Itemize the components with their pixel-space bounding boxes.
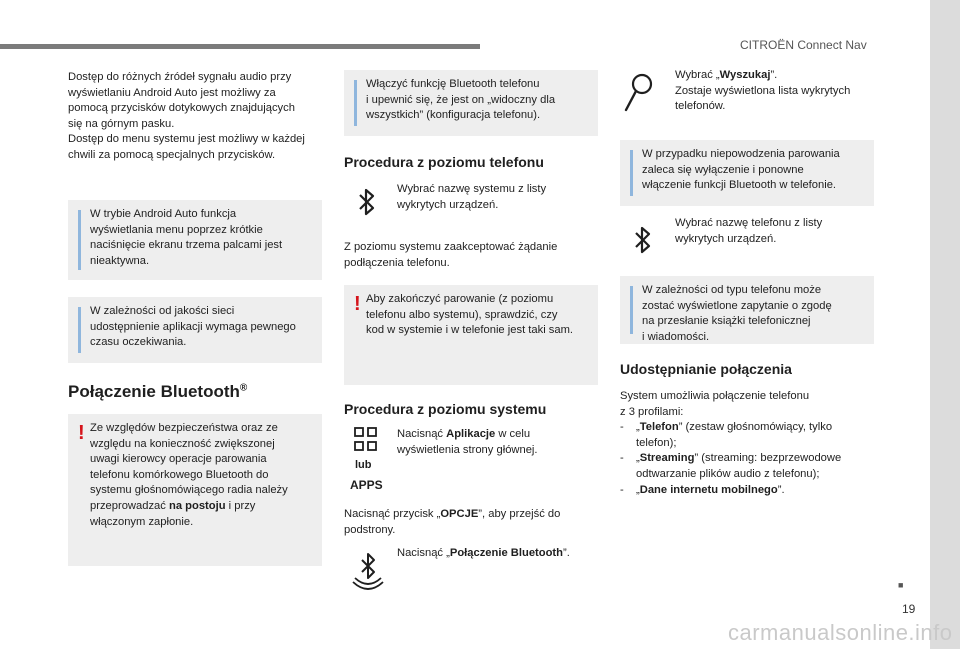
heading-connection-sharing: Udostępnianie połączenia (620, 361, 792, 377)
info-box-android-auto: W trybie Android Auto funkcja wyświetlania menu poprzez krótkie naciśnięcie ekranu trzema palcami jest nieaktywna. (68, 200, 322, 280)
step-press-bluetooth-connection: Nacisnąć „Połączenie Bluetooth”. (397, 547, 570, 559)
warning-icon: ! (354, 293, 361, 315)
list-item: - „Streaming” (streaming: bezprzewodowe odtwarzanie plików audio z telefonu); (620, 451, 874, 482)
para-options: Nacisnąć przycisk „OPCJE”, aby przejść do podstrony. (344, 508, 561, 536)
list-item: - „Telefon” (zestaw głośnomówiący, tylko telefon); (620, 420, 874, 451)
section-heading-bluetooth: Połączenie Bluetooth® (68, 382, 248, 401)
info-marker (630, 286, 633, 334)
bluetooth-connection-icon (350, 548, 386, 594)
list-item: - „Dane internetu mobilnego”. (620, 483, 874, 499)
info-marker (78, 210, 81, 270)
info-box-network: W zależności od jakości sieci udostępnienie aplikacji wymaga pewnego czasu oczekiwania. (68, 297, 322, 363)
step-select-system: Wybrać nazwę systemu z listy wykrytych urządzeń. (397, 183, 547, 211)
step-press-apps: Nacisnąć Aplikacje w celu wyświetlenia strony głównej. (397, 428, 538, 456)
end-mark: ■ (898, 580, 904, 590)
apps-label: APPS (350, 478, 383, 492)
info-box-enable-bluetooth: Włączyć funkcję Bluetooth telefonu i upewnić się, że jest on „widoczny dla wszystkich” (konfiguracja telefonu). (344, 70, 598, 136)
para-accept-request: Z poziomu systemu zaakceptować żądanie podłączenia telefonu. (344, 241, 558, 269)
para-profiles: System umożliwia połączenie telefonu z 3 profilami: - „Telefon” (zestaw głośnomówiący, tylko telefon); - „Streaming” (streaming: bezprzewodowe odtwarzanie plików audio z telefonu); - „Dane internetu mobilnego”. (620, 389, 874, 498)
step-select-phone: Wybrać nazwę telefonu z listy wykrytych urządzeń. (675, 217, 823, 245)
apps-or-label: lub (355, 459, 372, 471)
top-rule (0, 44, 480, 49)
info-marker (354, 80, 357, 126)
page-edge-strip (930, 0, 960, 649)
info-marker (78, 307, 81, 353)
heading-phone-procedure: Procedura z poziomu telefonu (344, 154, 544, 170)
step-search: Wybrać „Wyszukaj”. Zostaje wyświetlona lista wykrytych telefonów. (675, 69, 851, 113)
info-box-phonebook-consent: W zależności od typu telefonu może zostać wyświetlone zapytanie o zgodę na przesłanie książki telefonicznej i wiadomości. (620, 276, 874, 344)
warning-box-code: ! Aby zakończyć parowanie (z poziomu telefonu albo systemu), sprawdzić, czy kod w systemie i w telefonie jest taki sam. (344, 285, 598, 385)
search-icon (622, 72, 656, 114)
heading-system-procedure: Procedura z poziomu systemu (344, 401, 547, 417)
header-brand: CITROËN Connect Nav (740, 38, 867, 52)
watermark-logo: carmanualsonline.info (728, 620, 953, 645)
info-box-pairing-failure: W przypadku niepowodzenia parowania zaleca się wyłączenie i ponowne włączenie funkcji Bluetooth w telefonie. (620, 140, 874, 206)
profiles-list (620, 420, 874, 498)
bluetooth-icon (356, 186, 378, 218)
warning-icon: ! (78, 422, 85, 444)
bluetooth-icon (632, 224, 654, 256)
intro-text: Dostęp do różnych źródeł sygnału audio przy wyświetlaniu Android Auto jest możliwy za pomocą przycisków dotykowych znajdujących się na górnym pasku. Dostęp do menu systemu jest możliwy w każdej chwili za pomocą specjalnych przycisków. (68, 71, 305, 161)
page-number: 19 (902, 602, 916, 616)
info-marker (630, 150, 633, 196)
apps-grid-icon (354, 427, 378, 453)
warning-box-safety: ! Ze względów bezpieczeństwa oraz ze względu na konieczność zwiększonej uwagi kierowcy operacje parowania telefonu komórkowego Bluetooth do systemu głośnomówiącego radia należy przeprowadzać na postoju i przy włączonym zapłonie. (68, 414, 322, 566)
